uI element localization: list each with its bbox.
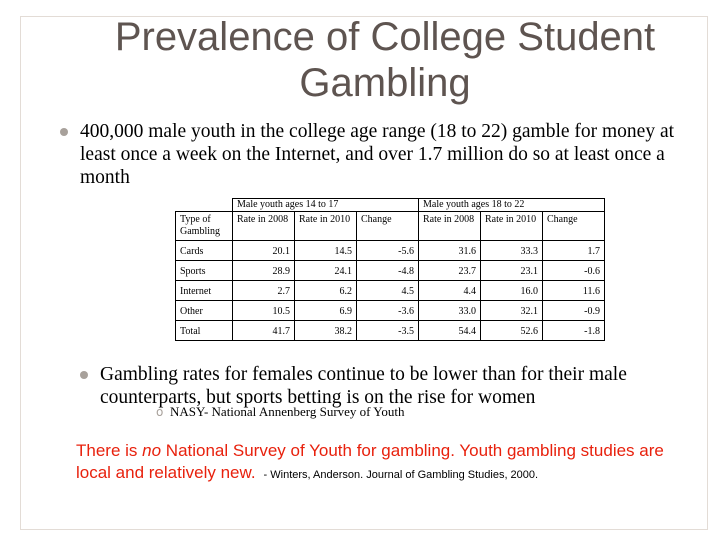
cell-a2010: 38.2 bbox=[295, 321, 357, 341]
table-group-header-row bbox=[176, 199, 605, 212]
table-row bbox=[176, 281, 605, 301]
cell-bchg: 1.7 bbox=[543, 241, 605, 261]
note-citation: - Winters, Anderson. Journal of Gambling Studies, 2000. bbox=[263, 469, 539, 481]
header-rate-2010-a: Rate in 2010 bbox=[295, 212, 357, 241]
cell-b2010: 23.1 bbox=[481, 261, 543, 281]
cell-a2010: 14.5 bbox=[295, 241, 357, 261]
gambling-table-wrap bbox=[175, 198, 605, 341]
row-type: Internet bbox=[176, 281, 233, 301]
header-rate-2010-b: Rate in 2010 bbox=[481, 212, 543, 241]
cell-a2010: 6.9 bbox=[295, 301, 357, 321]
cell-achg: -3.5 bbox=[357, 321, 419, 341]
cell-achg: 4.5 bbox=[357, 281, 419, 301]
cell-b2008: 31.6 bbox=[419, 241, 481, 261]
bullet-text: 400,000 male youth in the college age range (18 to 22) gamble for money at least once a week on the Internet, and over 1.7 million do so at least once a month bbox=[80, 121, 675, 188]
cell-a2008: 28.9 bbox=[233, 261, 295, 281]
sub-bullet-nasy bbox=[156, 404, 405, 420]
cell-a2008: 20.1 bbox=[233, 241, 295, 261]
note-pre: There is bbox=[76, 441, 143, 460]
cell-b2008: 4.4 bbox=[419, 281, 481, 301]
cell-bchg: -0.6 bbox=[543, 261, 605, 281]
cell-b2008: 33.0 bbox=[419, 301, 481, 321]
note-post: National Survey of Youth for gambling. Youth gambling studies are local and relatively new. bbox=[76, 441, 664, 482]
table-row bbox=[176, 301, 605, 321]
cell-a2008: 10.5 bbox=[233, 301, 295, 321]
table-row bbox=[176, 321, 605, 341]
table-row bbox=[176, 261, 605, 281]
header-rate-2008-a: Rate in 2008 bbox=[233, 212, 295, 241]
cell-a2010: 24.1 bbox=[295, 261, 357, 281]
row-type: Total bbox=[176, 321, 233, 341]
cell-b2010: 52.6 bbox=[481, 321, 543, 341]
header-change-b: Change bbox=[543, 212, 605, 241]
cell-achg: -5.6 bbox=[357, 241, 419, 261]
cell-a2008: 41.7 bbox=[233, 321, 295, 341]
gambling-rates-table bbox=[175, 198, 605, 341]
bullet-females bbox=[100, 363, 700, 409]
table-empty-cell bbox=[176, 199, 233, 212]
cell-bchg: 11.6 bbox=[543, 281, 605, 301]
header-change-a: Change bbox=[357, 212, 419, 241]
cell-a2010: 6.2 bbox=[295, 281, 357, 301]
note-emphasis: no bbox=[142, 441, 162, 460]
bullet-dot-icon bbox=[80, 371, 88, 379]
row-type: Sports bbox=[176, 261, 233, 281]
note-paragraph bbox=[76, 440, 696, 486]
row-type: Other bbox=[176, 301, 233, 321]
sub-bullet-text: NASY- National Annenberg Survey of Youth bbox=[170, 404, 405, 419]
bullet-dot-icon bbox=[60, 128, 68, 136]
cell-achg: -4.8 bbox=[357, 261, 419, 281]
cell-b2008: 54.4 bbox=[419, 321, 481, 341]
group-header-18-22: Male youth ages 18 to 22 bbox=[419, 199, 605, 212]
header-rate-2008-b: Rate in 2008 bbox=[419, 212, 481, 241]
cell-achg: -3.6 bbox=[357, 301, 419, 321]
row-type: Cards bbox=[176, 241, 233, 261]
cell-bchg: -1.8 bbox=[543, 321, 605, 341]
circle-bullet-icon: o bbox=[156, 405, 164, 419]
cell-b2010: 16.0 bbox=[481, 281, 543, 301]
group-header-14-17: Male youth ages 14 to 17 bbox=[233, 199, 419, 212]
bullet-text: Gambling rates for females continue to be lower than for their male counterparts, but sports betting is on the rise for women bbox=[100, 364, 627, 408]
header-type: Type of Gambling bbox=[176, 212, 233, 241]
table-row bbox=[176, 241, 605, 261]
slide-title: Prevalence of College Student Gambling bbox=[114, 15, 656, 105]
cell-b2010: 32.1 bbox=[481, 301, 543, 321]
cell-b2008: 23.7 bbox=[419, 261, 481, 281]
cell-b2010: 33.3 bbox=[481, 241, 543, 261]
cell-a2008: 2.7 bbox=[233, 281, 295, 301]
table-header-row bbox=[176, 212, 605, 241]
bullet-college-age bbox=[80, 120, 690, 189]
cell-bchg: -0.9 bbox=[543, 301, 605, 321]
